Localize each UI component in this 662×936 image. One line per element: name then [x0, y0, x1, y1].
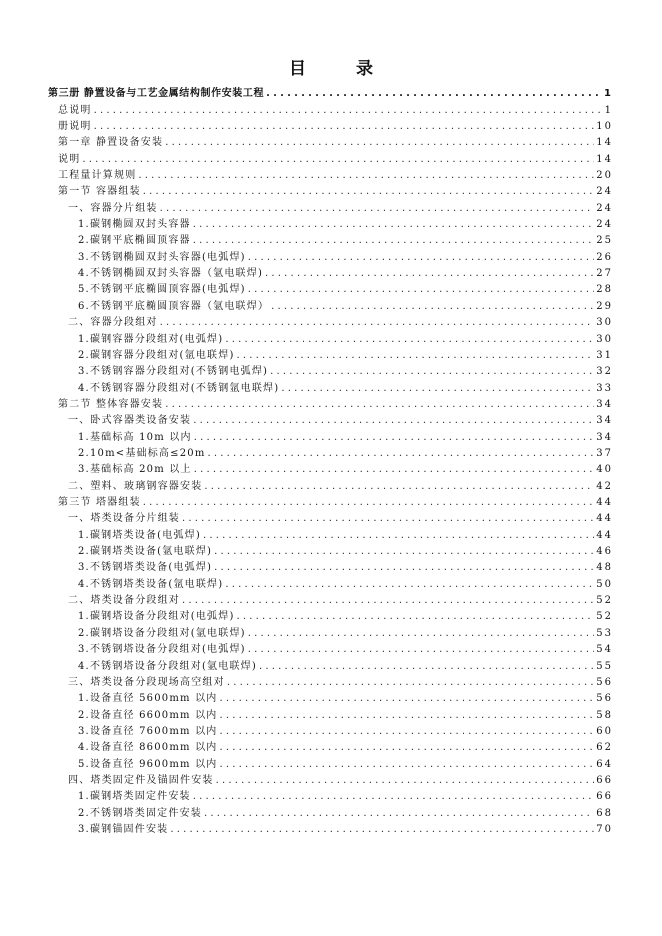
- toc-entry-page: 28: [596, 284, 613, 296]
- toc-entry-page: 52: [596, 595, 613, 607]
- toc-entry-label: 1.设备直径 5600mm 以内: [78, 693, 218, 705]
- toc-entry[interactable]: [78, 575, 613, 591]
- dot-leader: [204, 481, 594, 493]
- toc-entry[interactable]: [58, 117, 613, 133]
- toc-entry[interactable]: [68, 591, 613, 607]
- toc-entry-label: 三、塔类设备分段现场高空组对: [68, 676, 225, 688]
- dot-leader: [225, 579, 594, 591]
- toc-entry-page: 24: [596, 219, 613, 231]
- toc-entry-label: 第三节 塔器组装: [58, 497, 141, 509]
- toc-entry-label: 第二节 整体容器安装: [58, 398, 164, 410]
- toc-entry-label: 一、容器分片组装: [68, 202, 158, 214]
- dot-leader: [170, 824, 594, 836]
- toc-entry-label: 四、塔类固定件及锚固件安装: [68, 774, 214, 786]
- toc-entry-label: 2.10m<基础标高≤20m: [78, 447, 206, 459]
- toc-entry-label: 4.不锈钢塔设备分段组对(氩电联焊): [78, 660, 257, 672]
- dot-leader: [143, 497, 594, 509]
- toc-entry-label: 二、塔类设备分段组对: [68, 595, 180, 607]
- toc-entry-page: 32: [596, 366, 613, 378]
- toc-entry[interactable]: [78, 689, 613, 705]
- toc-entry[interactable]: [78, 525, 613, 541]
- toc-entry[interactable]: [58, 182, 613, 198]
- toc-entry-label: 二、塑料、玻璃钢容器安装: [68, 480, 203, 492]
- toc-entry[interactable]: [78, 820, 613, 836]
- toc-entry-label: 第三册 静置设备与工艺金属结构制作安装工程: [48, 88, 265, 100]
- dot-leader: [220, 726, 595, 738]
- dot-leader: [193, 235, 595, 247]
- dot-leader: [204, 808, 594, 820]
- toc-entry-label: 5.设备直径 9600mm 以内: [78, 758, 218, 770]
- dot-leader: [225, 334, 594, 346]
- toc-entry[interactable]: [58, 133, 613, 149]
- toc-entry-page: 53: [596, 627, 613, 639]
- toc-entry-page: 66: [596, 774, 613, 786]
- toc-entry-page: 52: [596, 611, 613, 623]
- toc-entry[interactable]: [58, 149, 613, 165]
- toc-entry-page: 50: [596, 578, 613, 590]
- toc-entry[interactable]: [78, 738, 613, 754]
- toc-entry-page: 30: [596, 333, 613, 345]
- toc-entry-page: 27: [596, 268, 613, 280]
- dot-leader: [193, 791, 595, 803]
- toc-entry-page: 31: [596, 349, 613, 361]
- toc-entry-page: 64: [596, 758, 613, 770]
- toc-entry-label: 2.碳钢塔设备分段组对(氩电联焊): [78, 627, 246, 639]
- dot-leader: [259, 661, 594, 673]
- toc-entry-label: 说明: [58, 153, 81, 165]
- toc-entry-page: 54: [596, 644, 613, 656]
- toc-entry-page: 44: [596, 513, 613, 525]
- dot-leader: [248, 644, 595, 656]
- toc-entry[interactable]: [68, 411, 613, 427]
- toc-entry[interactable]: [68, 313, 613, 329]
- page-title: 目 录: [289, 59, 395, 79]
- toc-entry[interactable]: [78, 248, 613, 264]
- toc-entry[interactable]: [78, 787, 613, 803]
- toc-entry-page: 48: [596, 562, 613, 574]
- dot-leader: [237, 611, 595, 623]
- toc-entry-page: 24: [596, 202, 613, 214]
- toc-entry-label: 2.碳钢平底椭圆顶容器: [78, 235, 191, 247]
- toc-entry[interactable]: [48, 84, 613, 100]
- toc-entry[interactable]: [78, 329, 613, 345]
- toc-entry-label: 第一节 容器组装: [58, 186, 141, 198]
- toc-entry-page: 34: [596, 431, 613, 443]
- toc-entry-label: 3.不锈钢容器分段组对(不锈钢电弧焊): [78, 366, 269, 378]
- toc-entry-label: 4.不锈钢塔类设备(氩电联焊): [78, 578, 224, 590]
- toc-entry-page: 66: [596, 791, 613, 803]
- dot-leader: [82, 154, 594, 166]
- toc-entry[interactable]: [78, 231, 613, 247]
- toc-entry-page: 70: [596, 824, 613, 836]
- toc-entry[interactable]: [78, 640, 613, 656]
- dot-leader: [94, 105, 603, 117]
- dot-leader: [220, 759, 595, 771]
- toc-entry-label: 3.设备直径 7600mm 以内: [78, 725, 218, 737]
- toc-entry-label: 第一章 静置设备安装: [58, 137, 164, 149]
- dot-leader: [194, 464, 595, 476]
- dot-leader: [265, 268, 594, 280]
- toc-entry[interactable]: [78, 362, 613, 378]
- toc-entry-label: 1.碳钢塔类固定件安装: [78, 791, 191, 803]
- dot-leader: [160, 203, 595, 215]
- dot-leader: [214, 562, 594, 574]
- dot-leader: [266, 88, 602, 100]
- toc-entry[interactable]: [68, 476, 613, 492]
- toc-entry-page: 68: [596, 807, 613, 819]
- toc-entry-page: 25: [596, 235, 613, 247]
- dot-leader: [248, 252, 595, 264]
- toc-entry-page: 30: [596, 317, 613, 329]
- toc-entry[interactable]: [78, 215, 613, 231]
- dot-leader: [208, 448, 595, 460]
- toc-entry[interactable]: [78, 427, 613, 443]
- toc-entry[interactable]: [68, 673, 613, 689]
- toc-entry-label: 一、卧式容器类设备安装: [68, 415, 192, 427]
- toc-entry[interactable]: [78, 705, 613, 721]
- toc-entry-label: 2.碳钢塔类设备(氩电联焊): [78, 546, 213, 558]
- toc-entry-label: 4.设备直径 8600mm 以内: [78, 742, 218, 754]
- toc-entry-label: 3.不锈钢塔类设备(电弧焊): [78, 562, 213, 574]
- dot-leader: [216, 775, 595, 787]
- dot-leader: [220, 742, 595, 754]
- toc-entry-page: 34: [596, 415, 613, 427]
- dot-leader: [220, 710, 595, 722]
- toc-entry-label: 二、容器分段组对: [68, 317, 158, 329]
- toc-entry-label: 3.基础标高 20m 以上: [78, 464, 192, 476]
- toc-entry[interactable]: [78, 280, 613, 296]
- toc-entry-label: 2.设备直径 6600mm 以内: [78, 709, 218, 721]
- toc-entry[interactable]: [78, 624, 613, 640]
- dot-leader: [193, 415, 594, 427]
- toc-entry[interactable]: [68, 198, 613, 214]
- toc-entry[interactable]: [78, 297, 613, 313]
- toc-entry-page: 1: [604, 104, 613, 116]
- dot-leader: [182, 513, 594, 525]
- toc-entry[interactable]: [78, 656, 613, 672]
- toc-entry[interactable]: [68, 771, 613, 787]
- dot-leader: [194, 432, 595, 444]
- toc-entry-page: 33: [596, 382, 613, 394]
- dot-leader: [138, 170, 594, 182]
- toc-entry[interactable]: [78, 346, 613, 362]
- dot-leader: [281, 383, 594, 395]
- toc-entry[interactable]: [78, 722, 613, 738]
- dot-leader: [193, 219, 595, 231]
- toc-entry-page: 42: [596, 480, 613, 492]
- toc-entry[interactable]: [58, 100, 613, 116]
- toc-entry[interactable]: [58, 166, 613, 182]
- toc-entry-label: 1.基础标高 10m 以内: [78, 431, 192, 443]
- toc-entry-page: 60: [596, 725, 613, 737]
- dot-leader: [203, 530, 594, 542]
- toc-entry-page: 1: [604, 88, 613, 100]
- toc-entry-page: 24: [596, 186, 613, 198]
- toc-entry[interactable]: [78, 558, 613, 574]
- toc-entry-label: 5.不锈钢平底椭圆顶容器(电弧焊): [78, 284, 246, 296]
- toc-entry-label: 工程量计算规则: [58, 170, 137, 182]
- toc-entry-label: 3.碳钢锚固件安装: [78, 824, 169, 836]
- dot-leader: [270, 366, 594, 378]
- dot-leader: [94, 121, 595, 133]
- toc-entry-page: 56: [596, 693, 613, 705]
- toc-entry-page: 14: [596, 137, 613, 149]
- toc-entry-page: 46: [596, 546, 613, 558]
- toc-entry[interactable]: [78, 754, 613, 770]
- dot-leader: [214, 546, 594, 558]
- dot-leader: [143, 186, 594, 198]
- dot-leader: [271, 301, 594, 313]
- toc-entry[interactable]: [78, 378, 613, 394]
- toc-entry-page: 20: [596, 170, 613, 182]
- toc-entry-page: 40: [596, 464, 613, 476]
- toc-entry-page: 44: [596, 497, 613, 509]
- toc-entry-page: 55: [596, 660, 613, 672]
- toc-entry[interactable]: [78, 460, 613, 476]
- toc-entry[interactable]: [58, 395, 613, 411]
- toc-entry-label: 1.碳钢塔设备分段组对(电弧焊): [78, 611, 235, 623]
- toc-entry-label: 1.碳钢塔类设备(电弧焊): [78, 529, 201, 541]
- dot-leader: [227, 677, 594, 689]
- toc-entry-page: 58: [596, 709, 613, 721]
- toc-entry-label: 一、塔类设备分片组装: [68, 513, 180, 525]
- toc-entry-page: 56: [596, 676, 613, 688]
- toc-entry-label: 4.不锈钢容器分段组对(不锈钢氩电联焊): [78, 382, 280, 394]
- toc-entry-label: 总说明: [58, 104, 92, 116]
- toc-entry-label: 4.不锈钢椭圆双封头容器（氩电联焊): [78, 268, 264, 280]
- toc-entry[interactable]: [78, 803, 613, 819]
- dot-leader: [165, 137, 594, 149]
- toc-entry-label: 6.不锈钢平底椭圆顶容器（氩电联焊）: [78, 300, 270, 312]
- dot-leader: [165, 399, 594, 411]
- toc-entry-label: 2.碳钢容器分段组对(氩电联焊): [78, 349, 235, 361]
- toc-entry-label: 1.碳钢椭圆双封头容器: [78, 219, 191, 231]
- dot-leader: [248, 284, 595, 296]
- dot-leader: [160, 317, 595, 329]
- toc-entry-label: 1.碳钢容器分段组对(电弧焊): [78, 333, 224, 345]
- toc-entry-page: 37: [596, 447, 613, 459]
- toc-entry-page: 10: [596, 120, 613, 132]
- toc-entry-page: 34: [596, 398, 613, 410]
- toc-entry[interactable]: [78, 542, 613, 558]
- toc-entry[interactable]: [78, 444, 613, 460]
- dot-leader: [220, 693, 595, 705]
- toc-entry-page: 26: [596, 251, 613, 263]
- toc-entry[interactable]: [68, 509, 613, 525]
- toc-entry-label: 3.不锈钢塔设备分段组对(电弧焊): [78, 644, 246, 656]
- toc-entry-page: 29: [596, 300, 613, 312]
- toc-entry-label: 册说明: [58, 120, 92, 132]
- toc-entry-page: 14: [596, 153, 613, 165]
- dot-leader: [248, 628, 595, 640]
- toc-entry-label: 2.不锈钢塔类固定件安装: [78, 807, 202, 819]
- toc-entry[interactable]: [78, 264, 613, 280]
- toc-entry[interactable]: [78, 607, 613, 623]
- toc-entry-label: 3.不锈钢椭圆双封头容器(电弧焊): [78, 251, 246, 263]
- toc-entry[interactable]: [58, 493, 613, 509]
- dot-leader: [182, 595, 594, 607]
- toc-entry-page: 44: [596, 529, 613, 541]
- dot-leader: [237, 350, 595, 362]
- toc-entry-page: 62: [596, 742, 613, 754]
